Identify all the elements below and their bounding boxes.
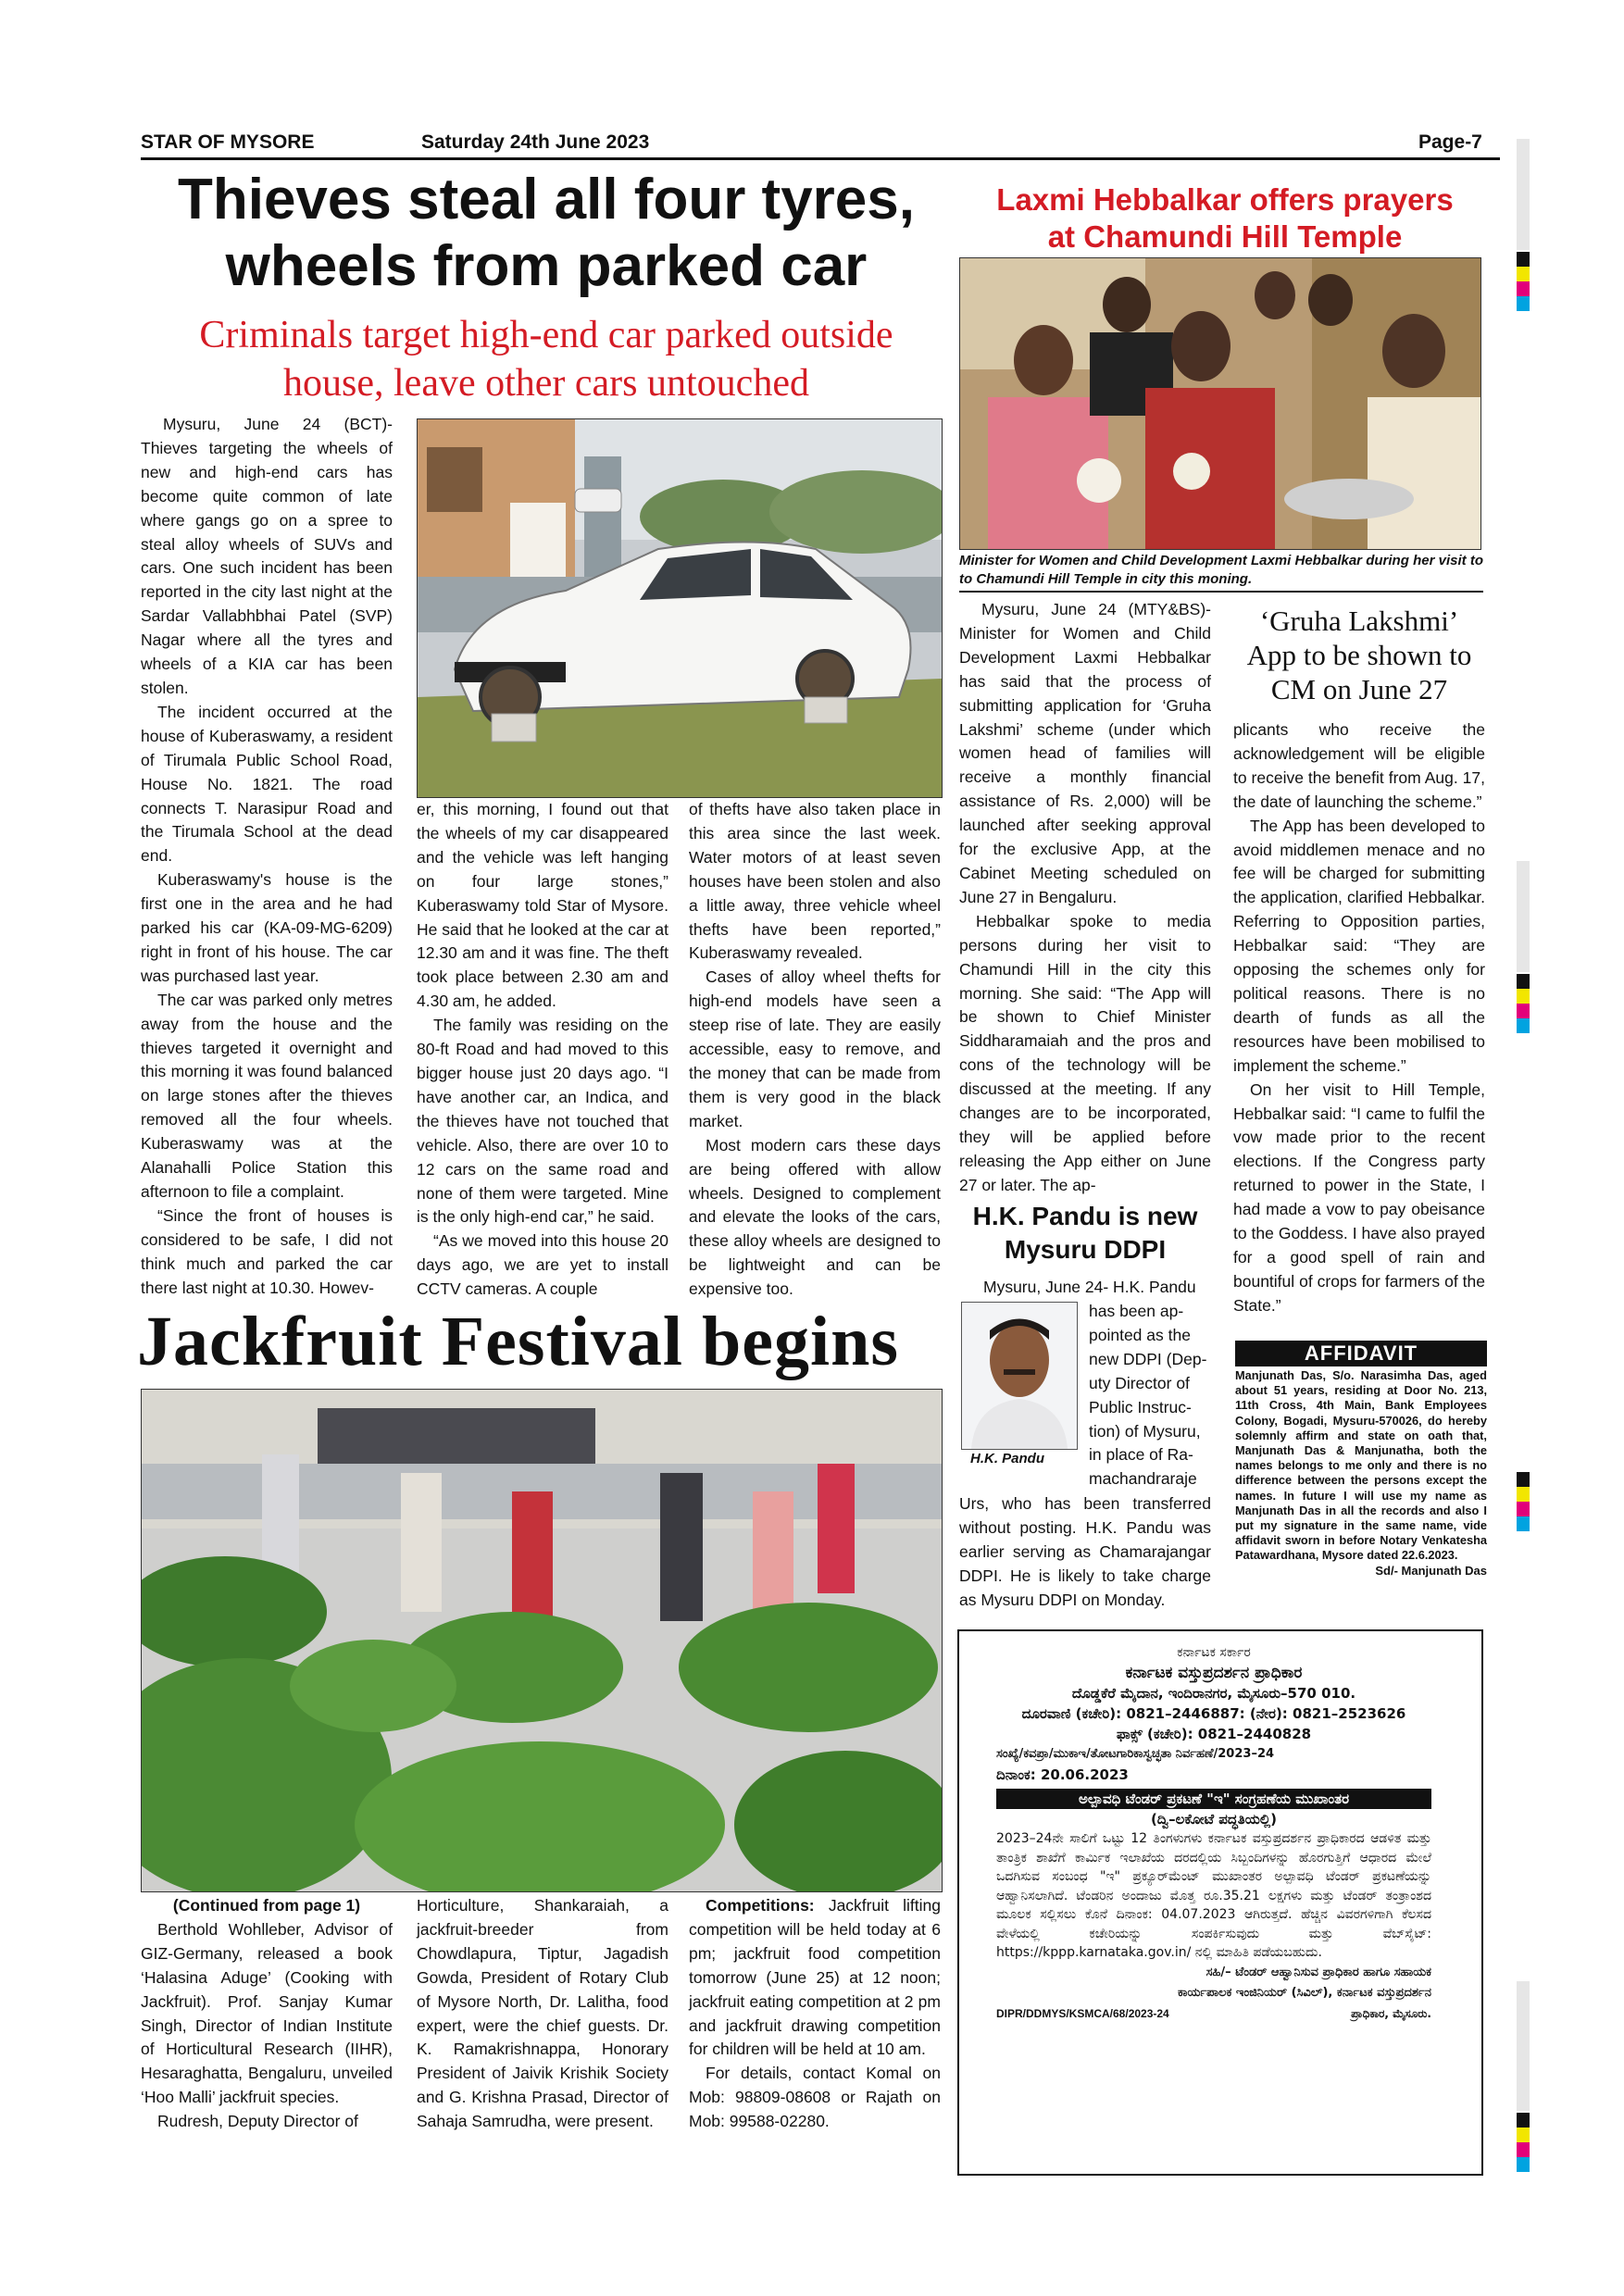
- registration-strip-gray: [1517, 861, 1530, 972]
- paragraph: Mysuru, June 24 (MTY&BS)- Minister for Women and Child Development Laxmi Hebbalkar has said that the process of submitting application for ‘Gruha Lakshmi’ scheme (under which women head of families will receive a monthly financial assistance of Rs. 2,000) will be launched after seeking approval for the exclusive App, at the Cabinet Meeting scheduled on June 27 in Bengaluru.: [959, 600, 1211, 906]
- registration-mark: [1517, 974, 1530, 1033]
- continued-label: (Continued from page 1): [172, 1896, 361, 1915]
- thieves-headline-line2: wheels from parked car: [225, 234, 868, 298]
- tender-line: ಕರ್ನಾಟಕ ಸರ್ಕಾರ: [1177, 1645, 1251, 1660]
- registration-yellow: [1517, 267, 1530, 281]
- tender-code: DIPR/DDMYS/KSMCA/68/2023-24: [996, 2006, 1169, 2020]
- laxmi-headline-line1: Laxmi Hebbalkar offers prayers: [996, 182, 1454, 217]
- registration-black: [1517, 2113, 1530, 2128]
- laxmi-column-1: [959, 598, 1211, 1198]
- wrap-line: Public Instruc-: [1089, 1397, 1192, 1416]
- paragraph: Rudresh, Deputy Director of: [157, 2112, 358, 2131]
- thieves-subheadline: [130, 311, 963, 407]
- tender-line: ದಿನಾಂಕ: 20.06.2023: [996, 1766, 1129, 1783]
- pandu-text-line-1: Mysuru, June 24- H.K. Pandu: [983, 1278, 1196, 1296]
- thieves-headline: [130, 167, 963, 300]
- jackfruit-festival-photo: [141, 1389, 943, 1892]
- temple-prayer-photo: [959, 257, 1481, 550]
- pandu-portrait-photo: [961, 1302, 1078, 1450]
- masthead-paper: STAR OF MYSORE: [141, 131, 315, 153]
- tender-line: ಕರ್ನಾಟಕ ವಸ್ತುಪ್ರದರ್ಶನ ಪ್ರಾಧಿಕಾರ: [1125, 1664, 1303, 1682]
- pandu-text-rest: Urs, who has been transferred without posting. H.K. Pandu was earlier serving as Chamarajangar DDPI. He is likely to take charge as Mysuru DDPI on Monday.: [959, 1494, 1211, 1609]
- registration-black: [1517, 252, 1530, 267]
- jackfruit-column-3: [689, 1894, 941, 2134]
- wrap-line: in place of Ra-: [1089, 1445, 1193, 1465]
- registration-magenta: [1517, 2142, 1530, 2157]
- registration-magenta: [1517, 1004, 1530, 1018]
- thieves-column-2: [417, 798, 668, 1302]
- paragraph: of thefts have also taken place in this area since the last week. Water motors of at least seven houses have been stolen and also a little away, three vehicle wheel thefts have been reported,” Kuberaswamy revealed.: [689, 800, 941, 963]
- jackfruit-column-1: [141, 1894, 393, 2134]
- registration-black: [1517, 974, 1530, 989]
- tender-line: ಸಹಿ/– ಟೆಂಡರ್ ಆಹ್ವಾನಿಸುವ ಪ್ರಾಧಿಕಾರ ಹಾಗೂ ಸಹಾಯಕ: [1206, 1965, 1431, 1979]
- registration-mark: [1517, 2113, 1530, 2172]
- registration-black: [1517, 1472, 1530, 1487]
- tender-line: ಕಾರ್ಯಪಾಲಕ ಇಂಜಿನಿಯರ್ (ಸಿವಿಲ್), ಕರ್ನಾಟಕ ವಸ್ತುಪ್ರದರ್ಶನ: [1178, 1985, 1431, 2000]
- laxmi-headline: [959, 181, 1491, 256]
- thieves-subheadline-line1: Criminals target high-end car parked outside: [199, 314, 893, 356]
- thieves-column-3: [689, 798, 941, 1302]
- tender-line: ದೊಡ್ಡಕೆರೆ ಮೈದಾನ, ಇಂದಿರಾನಗರ, ಮೈಸೂರು–570 010.: [1071, 1685, 1356, 1702]
- tender-notice: [996, 1642, 1431, 2024]
- paragraph: plicants who receive the acknowledgement will be eligible to receive the benefit from Aug. 17, the date of launching the scheme.”: [1233, 720, 1485, 811]
- paragraph: Horticulture, Shankaraiah, a jackfruit-breeder from Chowdlapura, Tiptur, Jagadish Gowda, President of Rotary Club of Mysore North, Dr. Lalitha, food expert, were the chief guests. Dr. K. Ramakrishnappa, Honorary President of Jaivik Krishik Society and G. Krishna Prasad, Director of Sahaja Samrudha, were present.: [417, 1896, 668, 2131]
- wrap-line: pointed as the: [1089, 1325, 1191, 1344]
- paragraph: Berthold Wohlleber, Advisor of GIZ-Germany, released a book ‘Halasina Aduge’ (Cooking with Jackfruit). Prof. Sanjay Kumar Singh, Director of Indian Institute of Horticultural Research (IIHR), Hesaraghatta, Bengaluru, unveiled ‘Hoo Malli’ jackfruit species.: [141, 1919, 393, 2107]
- laxmi-column-2: [1233, 718, 1485, 1318]
- paragraph: [689, 1894, 941, 2062]
- registration-mark: [1517, 1472, 1530, 1531]
- jackfruit-headline: Jackfruit Festival begins: [137, 1303, 899, 1380]
- registration-magenta: [1517, 1502, 1530, 1516]
- tender-line: ದೂರವಾಣಿ (ಕಚೇರಿ): 0821–2446887: (ನೇರ): 0821–2523626: [1021, 1705, 1406, 1722]
- registration-yellow: [1517, 1487, 1530, 1502]
- paragraph: “Since the front of houses is considered to be safe, I did not think much and parked the car there last night at 10.30. Howev-: [141, 1205, 393, 1297]
- gruha-lakshmi-subheadline: [1228, 604, 1491, 706]
- pandu-wrap-text: [1089, 1300, 1211, 1491]
- paragraph: Cases of alloy wheel thefts for high-end models have seen a steep rise of late. They are easily accessible, easy to remove, and the money that can be made from them is very good in the black market.: [689, 967, 941, 1130]
- registration-cyan: [1517, 2157, 1530, 2172]
- registration-mark: [1517, 252, 1530, 311]
- subheadline-line1: ‘Gruha Lakshmi’: [1259, 605, 1459, 637]
- registration-magenta: [1517, 281, 1530, 296]
- paragraph: Mysuru, June 24 (BCT)- Thieves targeting the wheels of new and high-end cars has become quite common of late where gangs go on a spree to steal alloy wheels of SUVs and cars. One such incident has been reported in the city last night at the Sardar Vallabhbhai Patel (SVP) Nagar where all the tyres and wheels of a KIA car has been stolen.: [141, 415, 393, 697]
- pandu-headline: [959, 1200, 1211, 1267]
- paragraph: er, this morning, I found out that the wheels of my car disappeared and the vehicle was left hanging on four large stones,” Kuberaswamy told Star of Mysore. He said that he looked at the car at 12.30 am and it was fine. The theft took place between 2.30 am and 4.30 am, he added.: [417, 800, 668, 1011]
- competitions-text: Jackfruit lifting competition will be held today at 6 pm; jackfruit food competition tomorrow (June 25) at 12 noon; jackfruit eating competition at 2 pm and jackfruit drawing competition for children will be held at 10 am.: [689, 1896, 941, 2059]
- thieves-column-1: [141, 413, 393, 1301]
- masthead-rule: [141, 157, 1500, 160]
- paragraph: For details, contact Komal on Mob: 98809-08608 or Rajath on Mob: 99588-02280.: [689, 2064, 941, 2131]
- masthead-page: Page-7: [1418, 131, 1482, 153]
- subheadline-line2: App to be shown to: [1246, 639, 1472, 671]
- tender-line: ಫಾಕ್ಸ್ (ಕಚೇರಿ): 0821–2440828: [1116, 1726, 1312, 1742]
- paragraph: Most modern cars these days are being offered with allow wheels. Designed to complement and elevate the looks of the cars, these alloy wheels are designed to be lightweight and can be expensive too.: [689, 1135, 941, 1299]
- affidavit-text: Manjunath Das, S/o. Narasimha Das, aged about 51 years, residing at Door No. 213, 11th Cross, 4th Main, Bank Employees Colony, Bogadi, Mysuru-570026, do hereby solemnly affirm and state on oath that, Manjunath Das & Manjunatha, both the names belongs to me only and there is no difference between the persons except the names. In future I will use my name as Manjunath Das in all the records and also I put my signature in the same name, vide affidavit sworn in before Notary Venkatesha Patawardhana, Mysore dated 22.6.2023.: [1235, 1368, 1487, 1563]
- registration-yellow: [1517, 989, 1530, 1004]
- jackfruit-column-2: [417, 1894, 668, 2134]
- registration-cyan: [1517, 1018, 1530, 1033]
- thieves-headline-line1: Thieves steal all four tyres,: [177, 168, 915, 231]
- masthead-date: Saturday 24th June 2023: [421, 131, 650, 153]
- pandu-headline-line1: H.K. Pandu is new: [972, 1202, 1198, 1230]
- tender-heading: ಅಲ್ಪಾವಧಿ ಟೆಂಡರ್ ಪ್ರಕಟಣೆ "ಇ" ಸಂಗ್ರಹಣೆಯ ಮುಖಾಂತರ: [996, 1789, 1431, 1809]
- paragraph: The incident occurred at the house of Kuberaswamy, a resident of Tirumala Public School Road, House No. 1821. The road connects T. Narasipur Road and the Tirumala School at the dead end.: [141, 702, 393, 866]
- paragraph: The App has been developed to avoid middlemen menace and no fee will be charged for submitting the application, clarified Hebbalkar. Referring to Opposition parties, Hebbalkar said: “They are opposing the schemes only for political reasons. There is no dearth of funds as all the resources have been mobilised to implement the scheme.”: [1233, 816, 1485, 1075]
- laxmi-photo-caption: Minister for Women and Child Development Laxmi Hebbalkar during her visit to to Chamundi Hill Temple in city this moning.: [959, 553, 1483, 587]
- pandu-photo-caption: H.K. Pandu: [970, 1451, 1045, 1466]
- tender-line: ಸಂಖ್ಯೆ/ಕವಪ್ರಾ/ಮುಕಾಇ/ತೋಟಗಾರಿಕಾಸ್ವಚ್ಛತಾ ನಿರ್ವಹಣೆ/2023–24: [996, 1747, 1275, 1761]
- tender-line: ಪ್ರಾಧಿಕಾರ, ಮೈಸೂರು.: [1351, 2006, 1431, 2020]
- tender-body: 2023–24ನೇ ಸಾಲಿಗೆ ಒಟ್ಟು 12 ತಿಂಗಳುಗಳು ಕರ್ನಾಟಕ ವಸ್ತುಪ್ರದರ್ಶನ ಪ್ರಾಧಿಕಾರದ ಆಡಳಿತ ಮತ್ತು ತಾಂತ್ರಿಕ ಶಾಖೆಗೆ ಕಾರ್ಮಿಕ ಇಲಾಖೆಯ ದರದಲ್ಲಿಯ ಸಿಬ್ಬಂದಿಗಳನ್ನು ಹೊರಗುತ್ತಿಗೆ ಆಧಾರದ ಮೇಲೆ ಒದಗಿಸುವ ಸಂಬಂಧ "ಇ" ಪ್ರಕ್ಯೂರ್‌ಮೆಂಟ್ ಮುಖಾಂತರ ಅಲ್ಪಾವಧಿ ಟೆಂಡರ್ ಪ್ರಕಟಣೆಯನ್ನು ಆಹ್ವಾನಿಸಲಾಗಿದೆ. ಟೆಂಡರಿನ ಅಂದಾಜು ಮೊತ್ತ ರೂ.35.21 ಲಕ್ಷಗಳು ಮತ್ತು ಟೆಂಡರ್ ತಂತ್ರಾಂಶದ ಮೂಲಕ ಸಲ್ಲಿಸಲು ಕೊನೆ ದಿನಾಂಕ: 04.07.2023 ಆಗಿರುತ್ತದೆ. ಹೆಚ್ಚಿನ ವಿವರಗಳಿಗಾಗಿ ಕೆಲಸದ ವೇಳೆಯಲ್ಲಿ ಕಚೇರಿಯನ್ನು ಸಂಪರ್ಕಿಸುವುದು ಮತ್ತು ವೆಬ್‌ಸೈಟ್: https://kppp.karnataka.gov.in/ ನಲ್ಲಿ ಮಾಹಿತಿ ಪಡೆಯಬಹುದು.: [996, 1831, 1431, 1960]
- laxmi-caption-rule: [959, 591, 1483, 593]
- paragraph: Kuberaswamy's house is the first one in the area and he had parked his car (KA-09-MG-6209) right in front of his house. The car was purchased last year.: [141, 870, 393, 985]
- wrap-line: uty Director of: [1089, 1373, 1190, 1392]
- tender-footer: [996, 2003, 1431, 2024]
- subheadline-line3: CM on June 27: [1270, 673, 1448, 705]
- wrap-line: machandraraje: [1089, 1469, 1197, 1489]
- paragraph: The car was parked only metres away from the house and the thieves targeted it overnight and this morning it was found balanced on large stones after the thieves removed all the four wheels. Kuberaswamy was at the Alanahalli Police Station this afternoon to file a complaint.: [141, 990, 393, 1201]
- wrap-line: tion) of Mysuru,: [1089, 1421, 1201, 1441]
- registration-strip-gray: [1517, 139, 1530, 250]
- registration-cyan: [1517, 1516, 1530, 1531]
- laxmi-headline-line2: at Chamundi Hill Temple: [1047, 219, 1403, 254]
- stolen-wheels-car-photo: [417, 418, 943, 798]
- registration-cyan: [1517, 296, 1530, 311]
- paragraph: On her visit to Hill Temple, Hebbalkar said: “I came to fulfil the vow made prior to the recent elections. If the Congress party returned to power in the State, I had made a vow to pay obeisance to the Goddess. I have also prayed for a good spell of rain and bountiful of crops for farmers of the State.”: [1233, 1079, 1485, 1315]
- wrap-line: has been ap-: [1089, 1302, 1184, 1320]
- affidavit-box: [1235, 1341, 1487, 1609]
- paragraph: Hebbalkar spoke to media persons during her visit to Chamundi Hill in the city this morning. She said: “The App will be shown to Chief Minister Siddharamaiah and the pros and cons of the technology will be discussed at the meeting. If any changes are to be incorporated, they will be applied before releasing the App either on June 27 or later. The ap-: [959, 911, 1211, 1194]
- competitions-label: Competitions:: [706, 1896, 815, 1915]
- tender-line: (ದ್ವಿ–ಲಕೋಟೆ ಪದ್ಧತಿಯಲ್ಲಿ): [1150, 1811, 1278, 1828]
- registration-yellow: [1517, 2128, 1530, 2142]
- thieves-subheadline-line2: house, leave other cars untouched: [283, 362, 809, 405]
- affidavit-signature: Sd/- Manjunath Das: [1375, 1563, 1487, 1578]
- pandu-headline-line2: Mysuru DDPI: [1004, 1235, 1167, 1264]
- paragraph: “As we moved into this house 20 days ago, we are yet to install CCTV cameras. A couple: [417, 1231, 668, 1299]
- wrap-line: new DDPI (Dep-: [1089, 1349, 1207, 1368]
- affidavit-title: AFFIDAVIT: [1235, 1341, 1487, 1366]
- paragraph: The family was residing on the 80-ft Road and had moved to this bigger house just 20 days ago. “I have another car, an Indica, and the thieves have not touched that vehicle. Also, there are over 10 to 12 cars on the same road and none of them were targeted. Mine is the only high-end car,” he said.: [417, 1016, 668, 1227]
- registration-strip-gray: [1517, 1981, 1530, 2111]
